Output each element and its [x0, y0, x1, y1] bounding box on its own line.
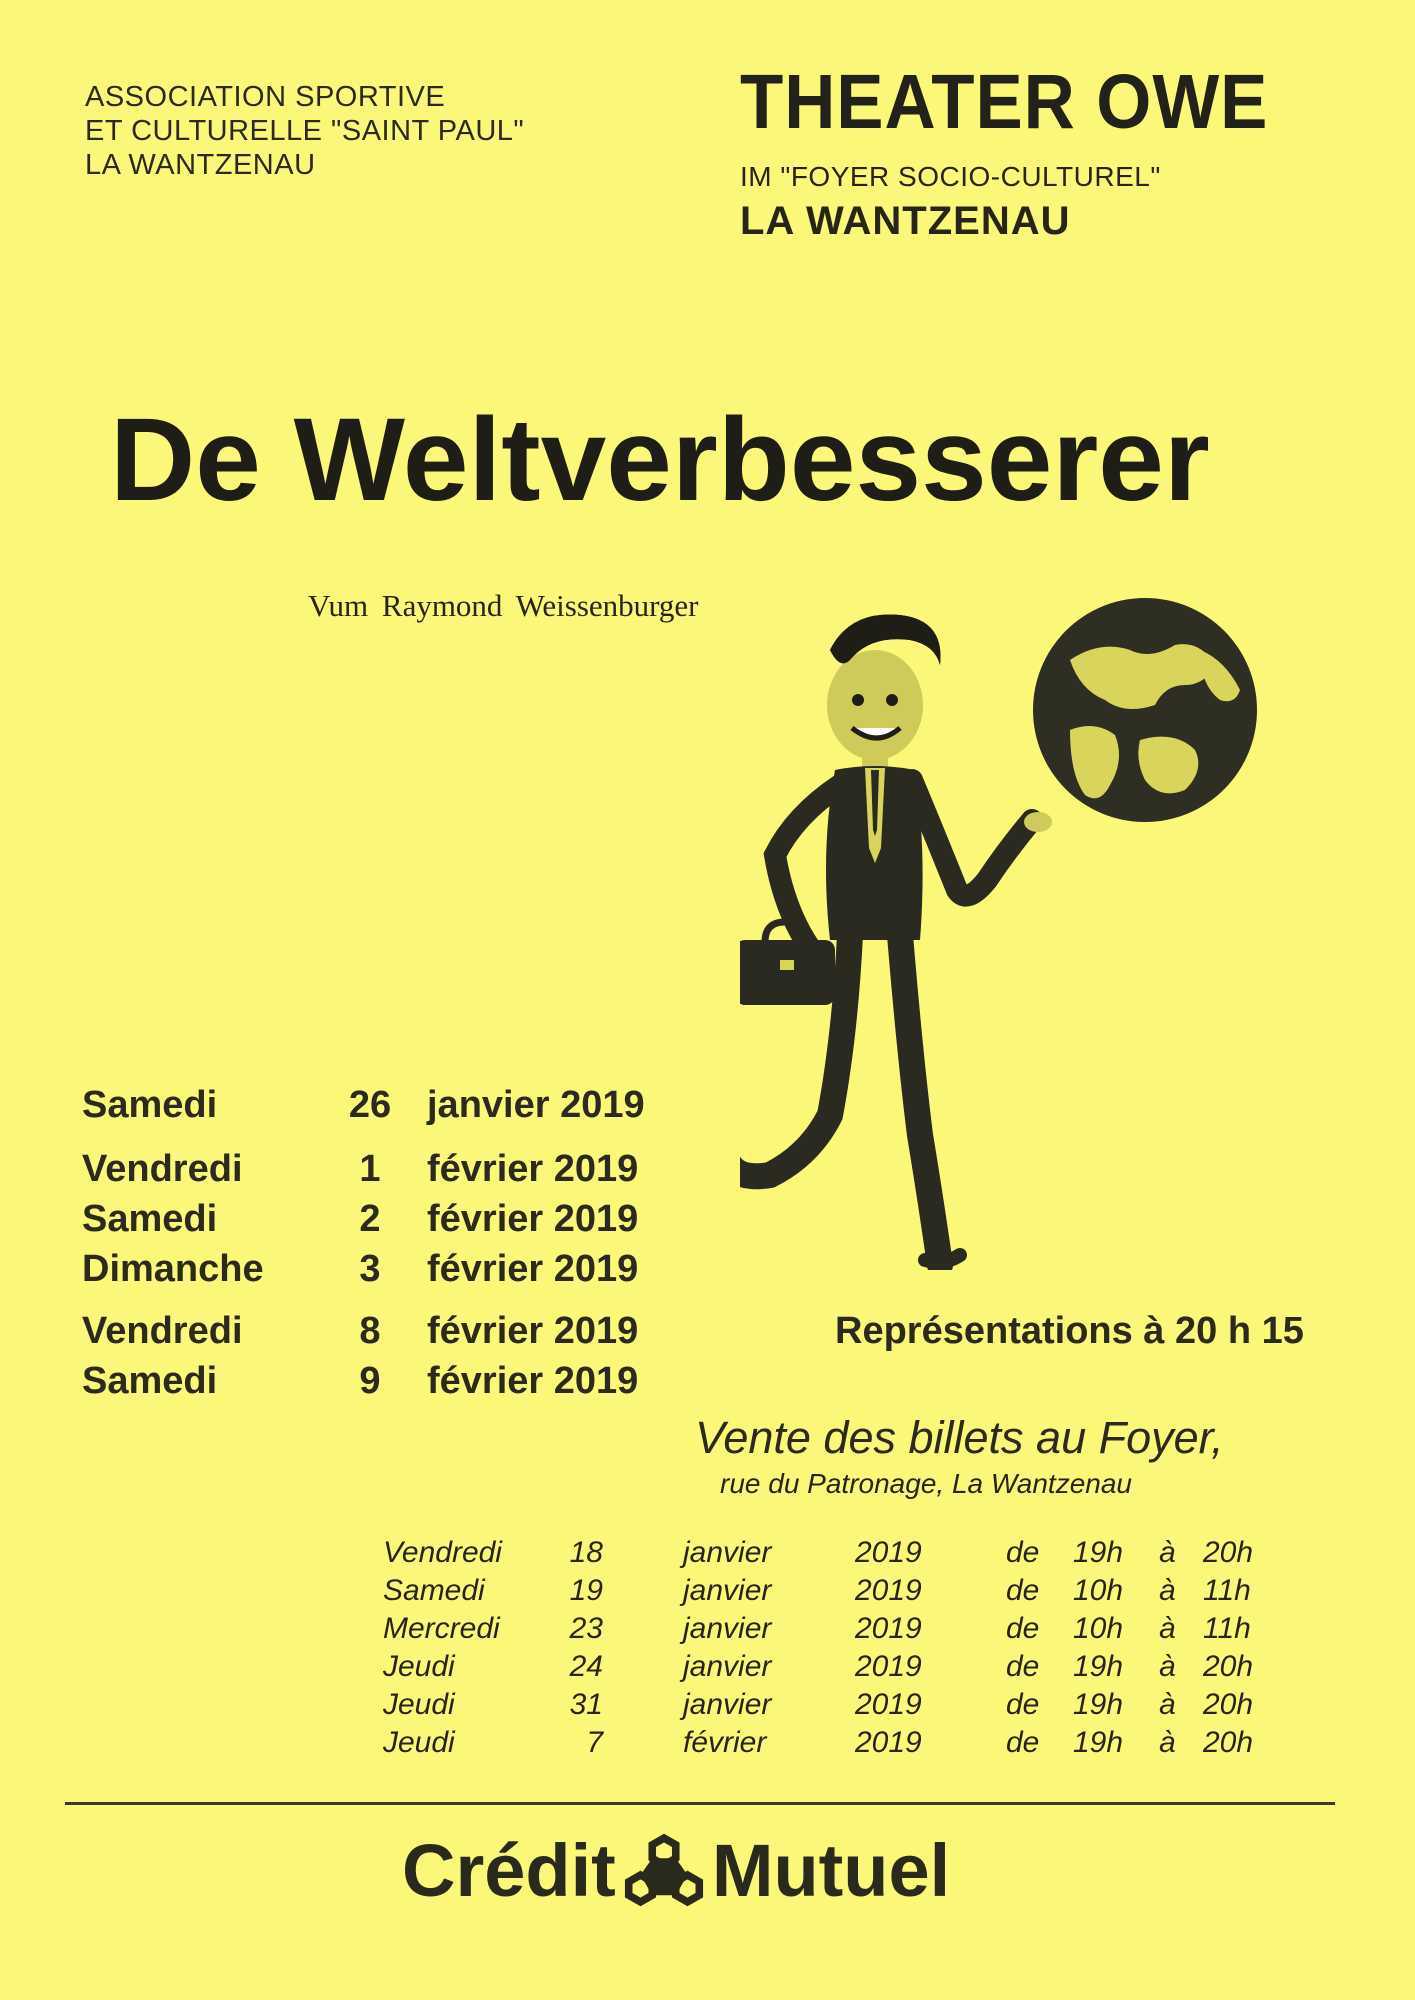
sale-to: 20h: [1203, 1688, 1254, 1721]
sale-to: 20h: [1203, 1726, 1254, 1759]
sale-from: 10h: [1073, 1574, 1124, 1607]
theater-title: THEATER OWE: [740, 59, 1269, 145]
performance-date: 9: [359, 1360, 381, 1402]
sale-from: 19h: [1073, 1726, 1124, 1759]
performance-month: février 2019: [427, 1248, 639, 1290]
association-line: LA WANTZENAU: [85, 149, 316, 181]
sale-to: 11h: [1203, 1612, 1251, 1645]
association-line: ET CULTURELLE "SAINT PAUL": [85, 115, 525, 147]
sale-a: à: [1159, 1574, 1176, 1607]
sale-day: Vendredi: [383, 1536, 502, 1569]
sale-month: janvier: [683, 1574, 772, 1607]
sale-day: Mercredi: [383, 1612, 500, 1645]
sale-year: 2019: [855, 1726, 922, 1759]
performance-day: Samedi: [82, 1084, 218, 1126]
globe-icon: [1033, 598, 1257, 822]
sale-day: Jeudi: [383, 1650, 455, 1683]
performance-month: janvier 2019: [427, 1084, 645, 1126]
sale-de: de: [1006, 1612, 1040, 1645]
sale-a: à: [1159, 1612, 1176, 1645]
sale-date: 24: [569, 1650, 603, 1683]
association-block: [85, 80, 524, 182]
sale-month: janvier: [683, 1688, 772, 1721]
sale-a: à: [1159, 1688, 1176, 1721]
performance-date: 3: [359, 1248, 381, 1290]
sale-month: février: [683, 1726, 767, 1759]
performance-month: février 2019: [427, 1198, 639, 1240]
performance-date: 26: [348, 1084, 392, 1126]
play-author: Vum Raymond Weissenburger: [308, 588, 699, 623]
performance-month: février 2019: [427, 1360, 639, 1402]
businessman-globe-illustration: [740, 590, 1260, 1270]
sale-date: 19: [569, 1574, 603, 1607]
sale-month: janvier: [683, 1650, 772, 1683]
sale-from: 19h: [1073, 1650, 1124, 1683]
performance-day: Samedi: [82, 1360, 218, 1402]
credit-mutuel-logo-icon: [622, 1828, 706, 1912]
sale-from: 10h: [1073, 1612, 1124, 1645]
sale-month: janvier: [683, 1612, 772, 1645]
sale-de: de: [1006, 1574, 1040, 1607]
sale-to: 20h: [1203, 1536, 1254, 1569]
ticket-sales-address: rue du Patronage, La Wantzenau: [720, 1468, 1133, 1499]
sponsor-word: Crédit: [402, 1828, 616, 1912]
play-title: De Weltverbesserer: [110, 394, 1210, 526]
sale-a: à: [1159, 1650, 1176, 1683]
performance-month: février 2019: [427, 1310, 639, 1352]
sale-day: Jeudi: [383, 1726, 455, 1759]
performance-month: février 2019: [427, 1148, 639, 1190]
sale-year: 2019: [855, 1536, 922, 1569]
sale-de: de: [1006, 1650, 1040, 1683]
sponsor-word: Mutuel: [711, 1828, 951, 1912]
sale-year: 2019: [855, 1574, 922, 1607]
theater-place: LA WANTZENAU: [740, 199, 1071, 243]
performance-day: Vendredi: [82, 1310, 243, 1352]
representations-time: Représentations à 20 h 15: [835, 1310, 1304, 1352]
sale-de: de: [1006, 1536, 1040, 1569]
sale-year: 2019: [855, 1688, 922, 1721]
performance-day: Samedi: [82, 1198, 218, 1240]
sale-month: janvier: [683, 1536, 772, 1569]
sale-de: de: [1006, 1726, 1040, 1759]
performance-day: Vendredi: [82, 1148, 243, 1190]
sale-from: 19h: [1073, 1688, 1124, 1721]
sale-date: 23: [569, 1612, 603, 1645]
footer-divider: [65, 1802, 1335, 1805]
sale-year: 2019: [855, 1650, 922, 1683]
performance-date: 1: [359, 1148, 381, 1190]
sale-de: de: [1006, 1688, 1040, 1721]
performance-date: 2: [359, 1198, 381, 1240]
performance-day: Dimanche: [82, 1248, 264, 1290]
sale-date: 31: [569, 1688, 603, 1721]
association-line: ASSOCIATION SPORTIVE: [85, 81, 446, 113]
sale-year: 2019: [855, 1612, 922, 1645]
sale-a: à: [1159, 1726, 1176, 1759]
sale-day: Samedi: [383, 1574, 485, 1607]
sale-a: à: [1159, 1536, 1176, 1569]
ticket-sales-heading: Vente des billets au Foyer,: [695, 1412, 1224, 1463]
sale-date: 18: [569, 1536, 603, 1569]
sale-from: 19h: [1073, 1536, 1124, 1569]
performance-date: 8: [359, 1310, 381, 1352]
sale-day: Jeudi: [383, 1688, 455, 1721]
theater-subtitle: IM "FOYER SOCIO-CULTUREL": [740, 161, 1161, 192]
sale-to: 20h: [1203, 1650, 1254, 1683]
sponsor-logo: [402, 1820, 950, 1920]
sale-date: 7: [586, 1726, 603, 1759]
sale-to: 11h: [1203, 1574, 1251, 1607]
man-icon: [740, 614, 1052, 1265]
